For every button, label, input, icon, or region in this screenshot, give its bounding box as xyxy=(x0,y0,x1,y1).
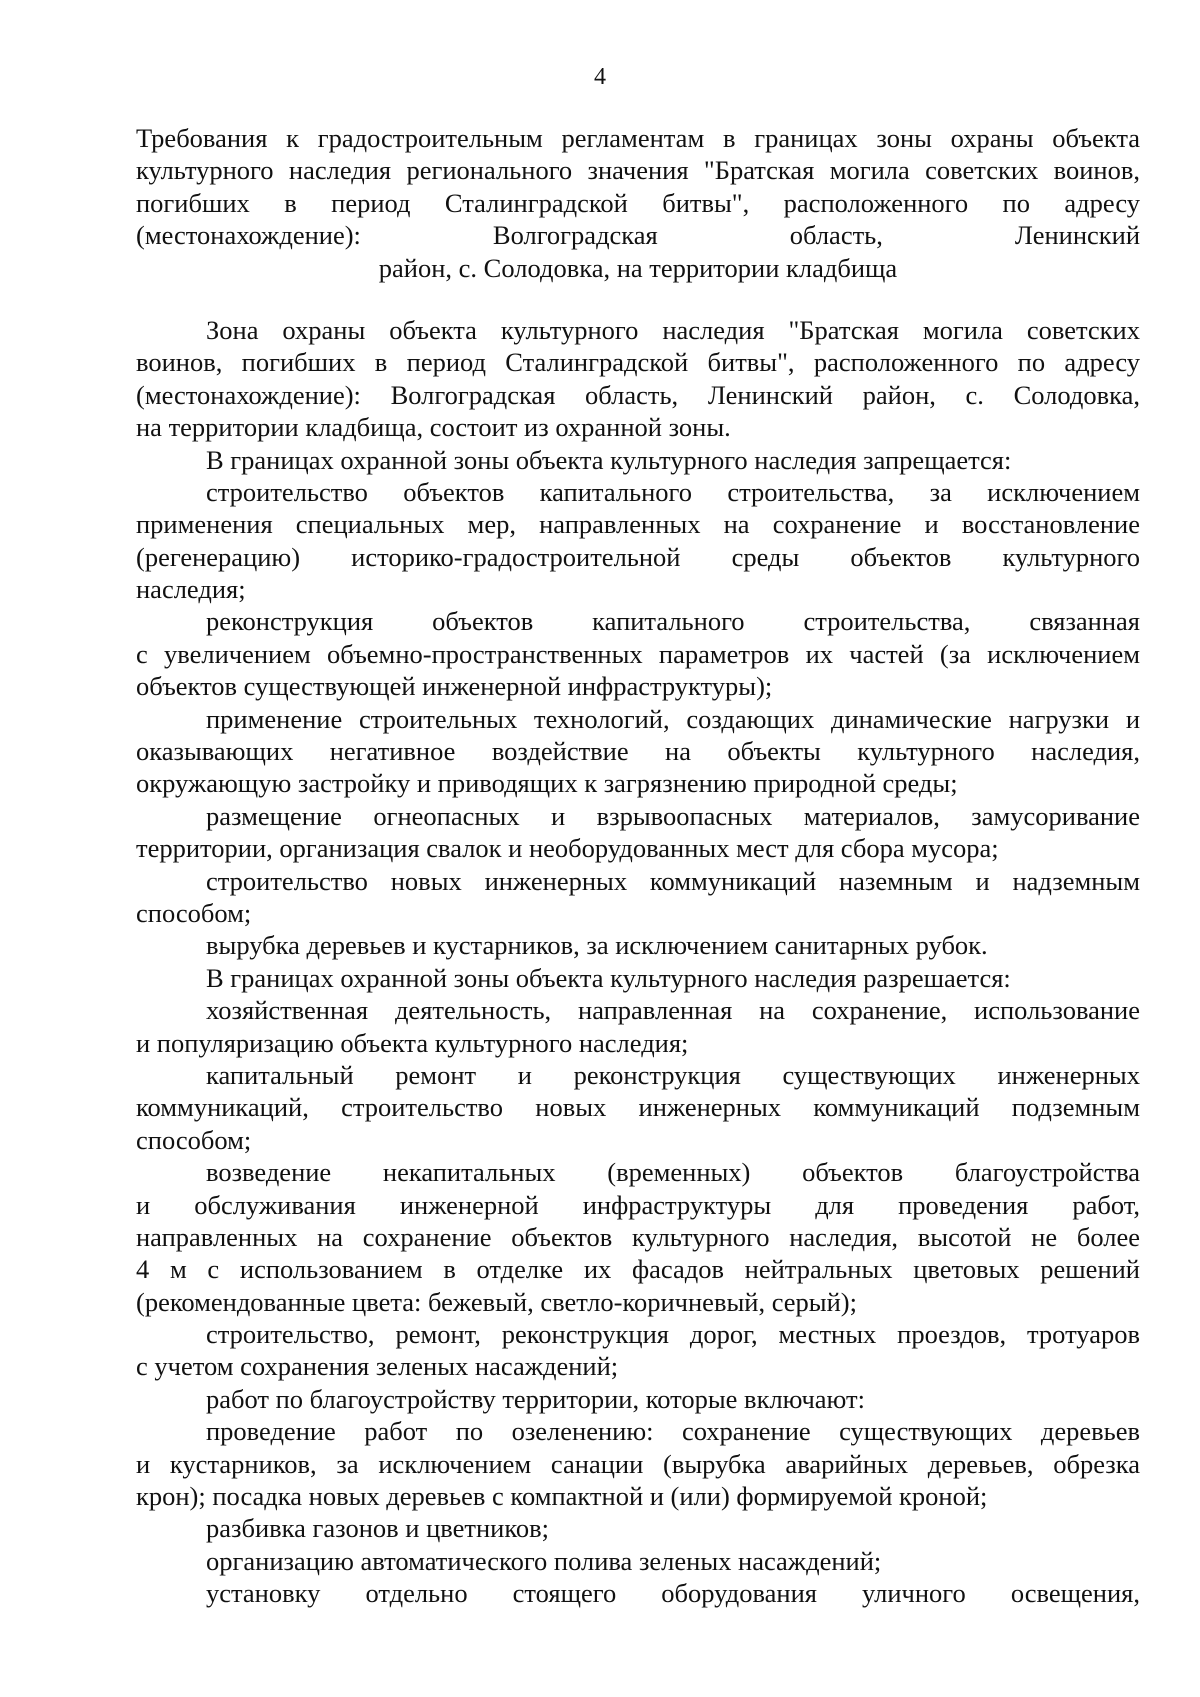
body-text-line: крон); посадка новых деревьев с компактной и (или) формируемой кроной; xyxy=(136,1481,988,1512)
body-text-line: возведение некапитальных (временных) объектов благоустройства xyxy=(206,1157,1140,1188)
body-text-line: наследия; xyxy=(136,574,246,605)
title-line: погибших в период Сталинградской битвы", расположенного по адресу xyxy=(136,187,1140,218)
body-text-line: оказывающих негативное воздействие на объекты культурного наследия, xyxy=(136,736,1140,767)
body-text-line: и обслуживания инженерной инфраструктуры для проведения работ, xyxy=(136,1189,1140,1220)
body-text-line: направленных на сохранение объектов культурного наследия, высотой не более xyxy=(136,1221,1140,1252)
title-line: район, с. Солодовка, на территории кладбища xyxy=(378,252,898,283)
body-text-line: с увеличением объемно-пространственных параметров их частей (за исключением xyxy=(136,638,1140,669)
body-text-line: территории, организация свалок и необорудованных мест для сбора мусора; xyxy=(136,833,999,864)
body-text-line: хозяйственная деятельность, направленная на сохранение, использование xyxy=(206,995,1140,1026)
body-text-line: строительство, ремонт, реконструкция дорог, местных проездов, тротуаров xyxy=(206,1319,1140,1350)
body-text-line: работ по благоустройству территории, которые включают: xyxy=(206,1383,865,1414)
body-text-line: разбивка газонов и цветников; xyxy=(206,1513,549,1544)
body-text-line: (рекомендованные цвета: бежевый, светло-коричневый, серый); xyxy=(136,1286,857,1317)
title-line: культурного наследия регионального значения "Братская могила советских воинов, xyxy=(136,155,1140,186)
body-text-line: установку отдельно стоящего оборудования уличного освещения, xyxy=(206,1578,1140,1609)
body-text-line: вырубка деревьев и кустарников, за исключением санитарных рубок. xyxy=(206,930,988,961)
body-text-line: Зона охраны объекта культурного наследия "Братская могила советских xyxy=(206,314,1140,345)
body-text-line: строительство объектов капитального строительства, за исключением xyxy=(206,476,1140,507)
body-text-line: воинов, погибших в период Сталинградской битвы", расположенного по адресу xyxy=(136,347,1140,378)
title-line: (местонахождение): Волгоградская область, Ленинский xyxy=(136,220,1140,251)
body-text-line: применения специальных мер, направленных на сохранение и восстановление xyxy=(136,509,1140,540)
body-text-line: и кустарников, за исключением санации (вырубка аварийных деревьев, обрезка xyxy=(136,1448,1140,1479)
title-line: Требования к градостроительным регламентам в границах зоны охраны объекта xyxy=(136,123,1140,153)
body-text-line: проведение работ по озеленению: сохранение существующих деревьев xyxy=(206,1416,1140,1447)
body-text-line: реконструкция объектов капитального строительства, связанная xyxy=(206,606,1140,637)
body-text-line: В границах охранной зоны объекта культурного наследия запрещается: xyxy=(206,444,1012,475)
body-text-line: окружающую застройку и приводящих к загрязнению природной среды; xyxy=(136,768,958,799)
body-text-line: объектов существующей инженерной инфраструктуры); xyxy=(136,671,773,702)
body-text-line: организацию автоматического полива зеленых насаждений; xyxy=(206,1545,882,1576)
body-text-line: применение строительных технологий, создающих динамические нагрузки и xyxy=(206,703,1140,734)
body-text-line: на территории кладбища, состоит из охранной зоны. xyxy=(136,412,731,443)
body-text-line: способом; xyxy=(136,1124,252,1155)
body-text-line: и популяризацию объекта культурного наследия; xyxy=(136,1027,689,1058)
document-title xyxy=(136,122,1140,284)
document-content xyxy=(136,122,1140,1610)
body-text-line: 4 м с использованием в отделке их фасадов нейтральных цветовых решений xyxy=(136,1254,1140,1285)
body-text-line: размещение огнеопасных и взрывоопасных материалов, замусоривание xyxy=(206,800,1140,831)
body-text-line: В границах охранной зоны объекта культурного наследия разрешается: xyxy=(206,962,1011,993)
page-number: 4 xyxy=(594,64,606,90)
body-text-line: капитальный ремонт и реконструкция существующих инженерных xyxy=(206,1059,1140,1090)
body-text-line: способом; xyxy=(136,897,252,928)
body-text-line: строительство новых инженерных коммуникаций наземным и надземным xyxy=(206,865,1140,896)
body-text-line: (местонахождение): Волгоградская область, Ленинский район, с. Солодовка, xyxy=(136,379,1140,410)
body-text-line: с учетом сохранения зеленых насаждений; xyxy=(136,1351,619,1382)
title-spacer xyxy=(136,284,1140,314)
body-text-line: коммуникаций, строительство новых инженерных коммуникаций подземным xyxy=(136,1092,1140,1123)
document-body xyxy=(136,314,1140,1610)
body-text-line: (регенерацию) историко-градостроительной среды объектов культурного xyxy=(136,541,1140,572)
